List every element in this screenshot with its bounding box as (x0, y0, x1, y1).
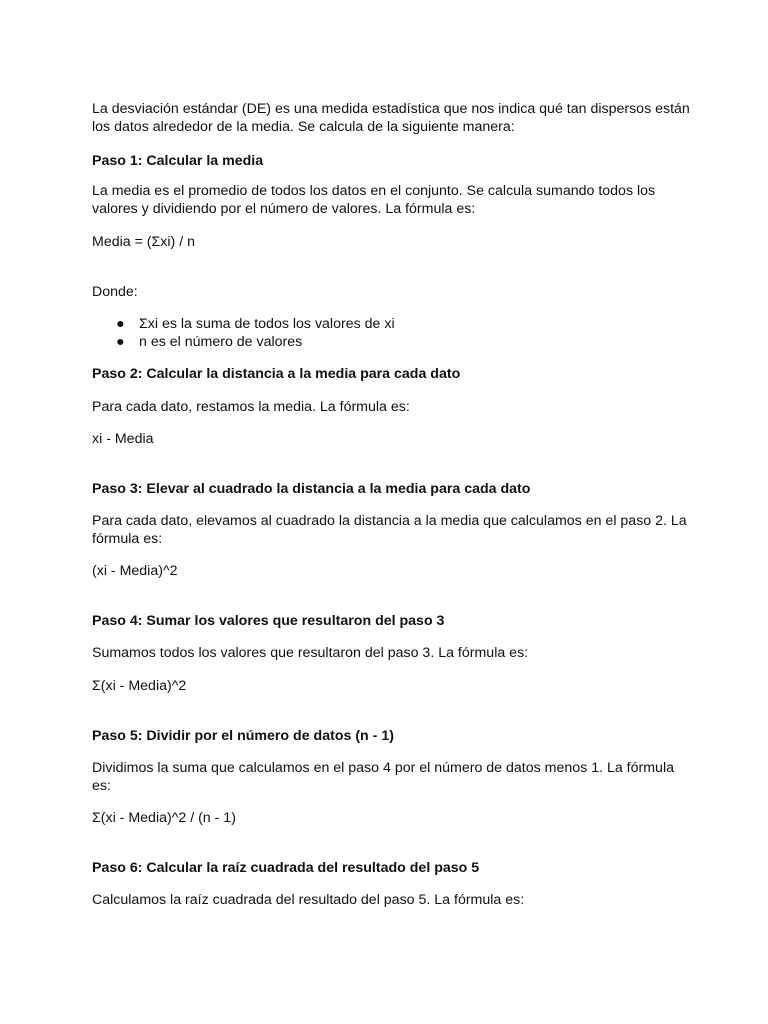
step1-where-label: Donde: (92, 284, 138, 300)
step2-text: Para cada dato, restamos la media. La fórmula es: (92, 399, 410, 415)
step1-formula: Media = (Σxi) / n (92, 234, 195, 250)
step5-text: Dividimos la suma que calculamos en el paso 4 por el número de datos menos 1. La fórmula es: (92, 760, 674, 794)
step5-heading: Paso 5: Dividir por el número de datos (n - 1) (92, 728, 394, 744)
step2-heading: Paso 2: Calcular la distancia a la media para cada dato (92, 366, 461, 382)
list-item (92, 315, 692, 333)
step6-text: Calculamos la raíz cuadrada del resultado del paso 5. La fórmula es: (92, 892, 525, 908)
step2-formula: xi - Media (92, 431, 154, 447)
list-item-text: Σxi es la suma de todos los valores de xi (139, 316, 395, 332)
list-item-text: n es el número de valores (139, 334, 303, 350)
step4-formula: Σ(xi - Media)^2 (92, 678, 187, 694)
step3-formula: (xi - Media)^2 (92, 563, 178, 579)
step3-heading: Paso 3: Elevar al cuadrado la distancia a la media para cada dato (92, 481, 531, 497)
bullet-icon: ● (116, 316, 125, 332)
step4-heading: Paso 4: Sumar los valores que resultaron del paso 3 (92, 613, 445, 629)
step5-formula: Σ(xi - Media)^2 / (n - 1) (92, 810, 236, 826)
intro-paragraph: La desviación estándar (DE) es una medida estadística que nos indica qué tan dispersos están los datos alrededor de la media. Se calcula de la siguiente manera: (92, 101, 690, 135)
step1-text: La media es el promedio de todos los datos en el conjunto. Se calcula sumando todos los valores y dividiendo por el número de valores. La fórmula es: (92, 183, 656, 217)
step1-heading: Paso 1: Calcular la media (92, 153, 264, 169)
list-item (92, 333, 692, 351)
step1-bullet-list (92, 315, 692, 351)
step4-text: Sumamos todos los valores que resultaron del paso 3. La fórmula es: (92, 645, 529, 661)
step6-heading: Paso 6: Calcular la raíz cuadrada del resultado del paso 5 (92, 860, 480, 876)
bullet-icon: ● (116, 334, 125, 350)
step3-text: Para cada dato, elevamos al cuadrado la distancia a la media que calculamos en el paso 2. La fórmula es: (92, 513, 687, 547)
